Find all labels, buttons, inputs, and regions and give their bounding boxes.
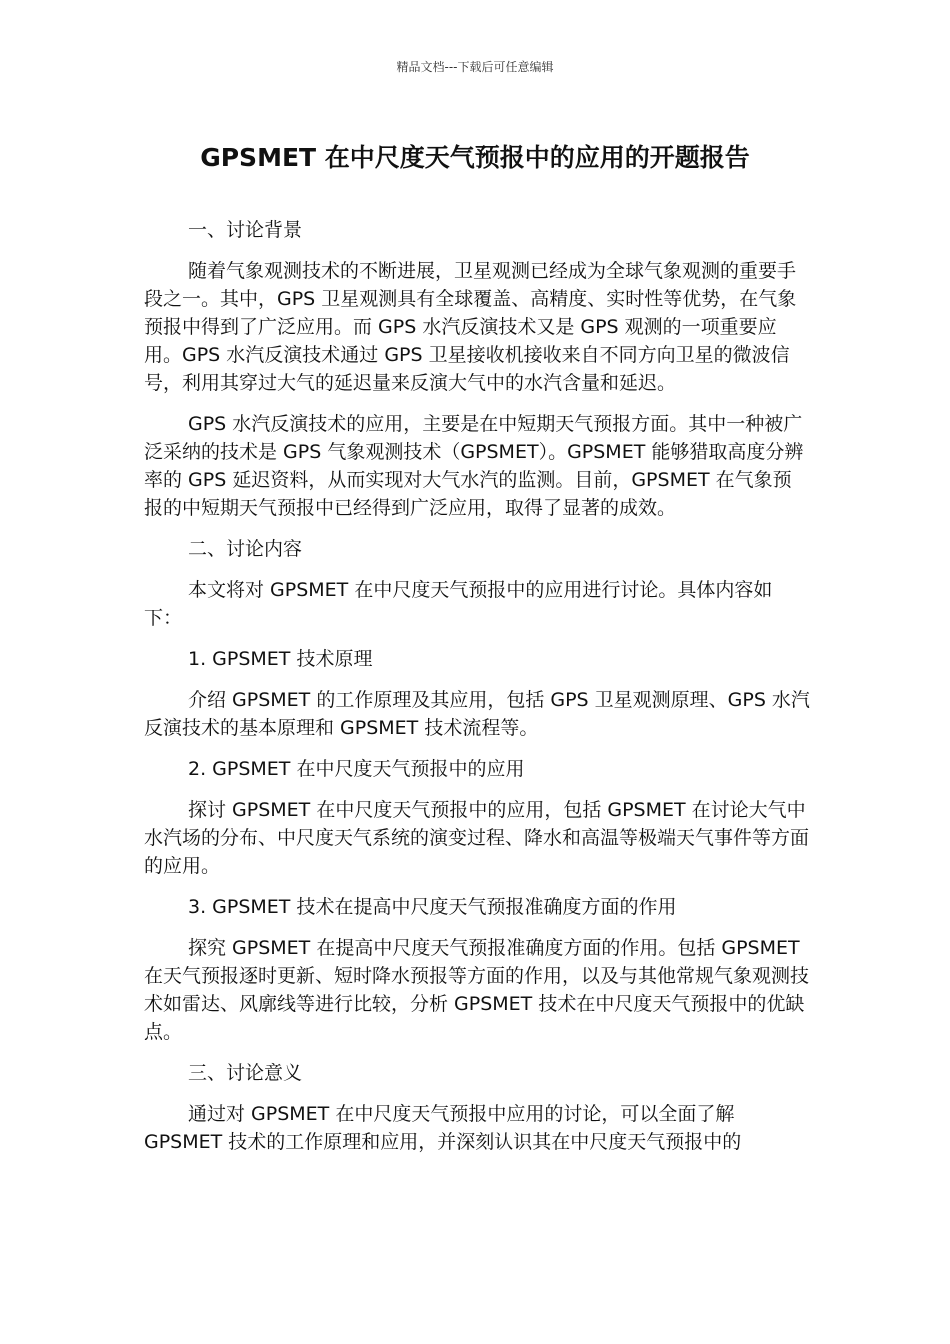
section-heading-content: 二、讨论内容 bbox=[188, 538, 303, 560]
paragraph-background-2: GPS 水汽反演技术的应用，主要是在中短期天气预报方面。其中一种被广泛采纳的技术是 GPS 气象观测技术（GPSMET）。GPSMET 能够猎取高度分辨率的 GPS 延迟资料，从而实现对大气水汽的监测。目前，GPSMET 在气象预报的中短期天气预报中已经得到广泛应用，取得了显著的成效。 bbox=[144, 413, 804, 519]
item-heading-2: 2. GPSMET 在中尺度天气预报中的应用 bbox=[188, 758, 525, 780]
item-paragraph-3: 探究 GPSMET 在提高中尺度天气预报准确度方面的作用。包括 GPSMET 在天气预报逐时更新、短时降水预报等方面的作用，以及与其他常规气象观测技术如雷达、风廓线等进行比较，分析 GPSMET 技术在中尺度天气预报中的优缺点。 bbox=[144, 937, 810, 1043]
item-paragraph-2: 探讨 GPSMET 在中尺度天气预报中的应用，包括 GPSMET 在讨论大气中水汽场的分布、中尺度天气系统的演变过程、降水和高温等极端天气事件等方面的应用。 bbox=[144, 799, 810, 877]
document-body bbox=[144, 216, 810, 1156]
section-heading-background: 一、讨论背景 bbox=[188, 219, 303, 241]
document-title: GPSMET 在中尺度天气预报中的应用的开题报告 bbox=[200, 143, 750, 172]
section-heading-significance: 三、讨论意义 bbox=[188, 1062, 303, 1084]
paragraph-content-intro: 本文将对 GPSMET 在中尺度天气预报中的应用进行讨论。具体内容如下： bbox=[144, 579, 773, 629]
item-heading-1: 1. GPSMET 技术原理 bbox=[188, 648, 373, 670]
paragraph-significance: 通过对 GPSMET 在中尺度天气预报中应用的讨论，可以全面了解 GPSMET 技术的工作原理和应用，并深刻认识其在中尺度天气预报中的 bbox=[144, 1103, 742, 1153]
paragraph-background-1: 随着气象观测技术的不断进展，卫星观测已经成为全球气象观测的重要手段之一。其中，GPS 卫星观测具有全球覆盖、高精度、实时性等优势，在气象预报中得到了广泛应用。而 GPS 水汽反演技术又是 GPS 观测的一项重要应用。GPS 水汽反演技术通过 GPS 卫星接收机接收来自不同方向卫星的微波信号，利用其穿过大气的延迟量来反演大气中的水汽含量和延迟。 bbox=[144, 260, 797, 394]
item-paragraph-1: 介绍 GPSMET 的工作原理及其应用，包括 GPS 卫星观测原理、GPS 水汽反演技术的基本原理和 GPSMET 技术流程等。 bbox=[144, 689, 810, 739]
item-heading-3: 3. GPSMET 技术在提高中尺度天气预报准确度方面的作用 bbox=[188, 896, 677, 918]
header-note: 精品文档---下载后可任意编辑 bbox=[396, 60, 554, 74]
